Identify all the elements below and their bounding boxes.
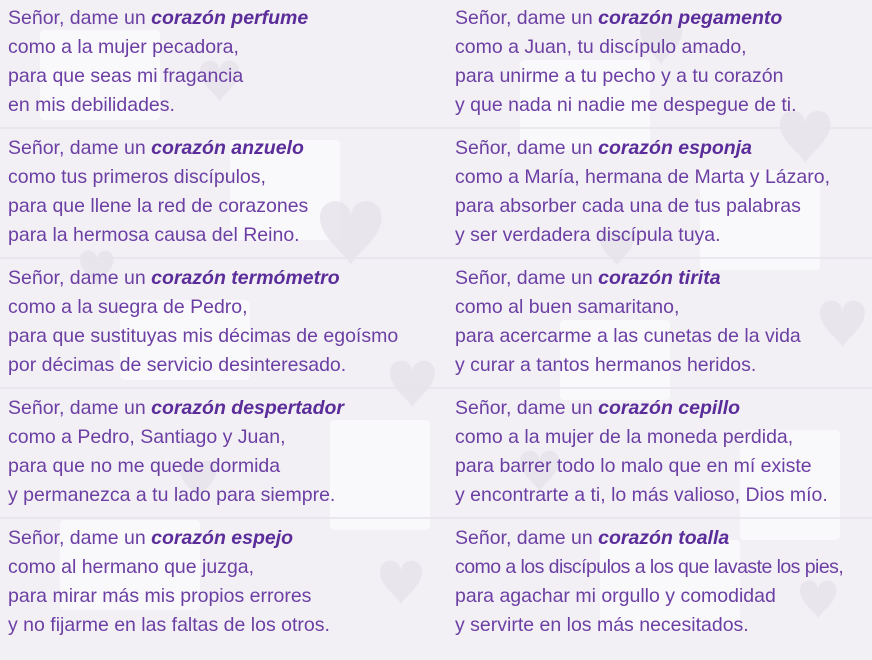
stanza-anzuelo bbox=[8, 134, 438, 264]
stanza-line: para que seas mi fragancia bbox=[8, 65, 244, 87]
stanza-prefix: Señor, dame un bbox=[8, 527, 152, 549]
left-column bbox=[8, 4, 438, 654]
stanza-first-line bbox=[455, 264, 867, 293]
stanza-prefix: Señor, dame un bbox=[455, 267, 599, 289]
stanza-line: como a María, hermana de Marta y Lázaro, bbox=[455, 166, 831, 188]
stanza-line: por décimas de servicio desinteresado. bbox=[8, 354, 347, 376]
stanza-toalla bbox=[455, 524, 867, 654]
stanza-line: como a la mujer de la moneda perdida, bbox=[455, 426, 794, 448]
stanza-first-line bbox=[455, 4, 867, 33]
stanza-line: para absorber cada una de tus palabras bbox=[455, 195, 801, 217]
stanza-prefix: Señor, dame un bbox=[8, 267, 152, 289]
stanza-first-line bbox=[8, 264, 438, 293]
stanza-line: como a Pedro, Santiago y Juan, bbox=[8, 426, 286, 448]
stanza-first-line bbox=[8, 4, 438, 33]
stanza-esponja bbox=[455, 134, 867, 264]
stanza-despertador bbox=[8, 394, 438, 524]
stanza-line: y permanezca a tu lado para siempre. bbox=[8, 484, 336, 506]
stanza-prefix: Señor, dame un bbox=[8, 7, 152, 29]
stanza-line: y que nada ni nadie me despegue de ti. bbox=[455, 94, 797, 116]
stanza-first-line bbox=[455, 134, 867, 163]
stanza-keyword: corazón cepillo bbox=[598, 397, 741, 419]
stanza-first-line bbox=[8, 134, 438, 163]
stanza-first-line bbox=[455, 394, 867, 423]
stanza-keyword: corazón espejo bbox=[151, 527, 294, 549]
stanza-line: como al hermano que juzga, bbox=[8, 556, 255, 578]
stanza-first-line bbox=[455, 524, 867, 553]
stanza-perfume bbox=[8, 4, 438, 134]
stanza-line: como a la mujer pecadora, bbox=[8, 36, 239, 58]
stanza-line: como tus primeros discípulos, bbox=[8, 166, 266, 188]
stanza-keyword: corazón anzuelo bbox=[151, 137, 304, 159]
stanza-line: como a la suegra de Pedro, bbox=[8, 296, 248, 318]
stanza-line: como al buen samaritano, bbox=[455, 296, 680, 318]
stanza-line: para mirar más mis propios errores bbox=[8, 585, 312, 607]
stanza-espejo bbox=[8, 524, 438, 654]
stanza-line: como a los discípulos a los que lavaste los pies, bbox=[455, 556, 844, 578]
stanza-termometro bbox=[8, 264, 438, 394]
right-column bbox=[455, 4, 867, 654]
stanza-tirita bbox=[455, 264, 867, 394]
stanza-first-line bbox=[8, 394, 438, 423]
stanza-pegamento bbox=[455, 4, 867, 134]
stanza-line: y ser verdadera discípula tuya. bbox=[455, 224, 721, 246]
stanza-line: para agachar mi orgullo y comodidad bbox=[455, 585, 776, 607]
stanza-line: y no fijarme en las faltas de los otros. bbox=[8, 614, 330, 636]
stanza-line: y servirte en los más necesitados. bbox=[455, 614, 749, 636]
stanza-line: para que sustituyas mis décimas de egoísmo bbox=[8, 325, 399, 347]
stanza-prefix: Señor, dame un bbox=[8, 137, 152, 159]
stanza-keyword: corazón termómetro bbox=[151, 267, 340, 289]
stanza-prefix: Señor, dame un bbox=[8, 397, 152, 419]
stanza-keyword: corazón despertador bbox=[151, 397, 344, 419]
stanza-line: como a Juan, tu discípulo amado, bbox=[455, 36, 747, 58]
stanza-line: y encontrarte a ti, lo más valioso, Dios mío. bbox=[455, 484, 828, 506]
stanza-prefix: Señor, dame un bbox=[455, 397, 599, 419]
stanza-keyword: corazón esponja bbox=[598, 137, 752, 159]
stanza-line: para barrer todo lo malo que en mí existe bbox=[455, 455, 812, 477]
stanza-line: en mis debilidades. bbox=[8, 94, 175, 116]
stanza-prefix: Señor, dame un bbox=[455, 527, 599, 549]
stanza-keyword: corazón pegamento bbox=[598, 7, 783, 29]
stanza-cepillo bbox=[455, 394, 867, 524]
stanza-line: para que llene la red de corazones bbox=[8, 195, 309, 217]
stanza-prefix: Señor, dame un bbox=[455, 137, 599, 159]
stanza-keyword: corazón tirita bbox=[598, 267, 721, 289]
stanza-keyword: corazón toalla bbox=[598, 527, 730, 549]
stanza-line: y curar a tantos hermanos heridos. bbox=[455, 354, 757, 376]
stanza-first-line bbox=[8, 524, 438, 553]
stanza-line: para la hermosa causa del Reino. bbox=[8, 224, 300, 246]
stanza-line: para que no me quede dormida bbox=[8, 455, 281, 477]
stanza-prefix: Señor, dame un bbox=[455, 7, 599, 29]
stanza-line: para acercarme a las cunetas de la vida bbox=[455, 325, 801, 347]
stanza-line: para unirme a tu pecho y a tu corazón bbox=[455, 65, 784, 87]
stanza-keyword: corazón perfume bbox=[151, 7, 309, 29]
